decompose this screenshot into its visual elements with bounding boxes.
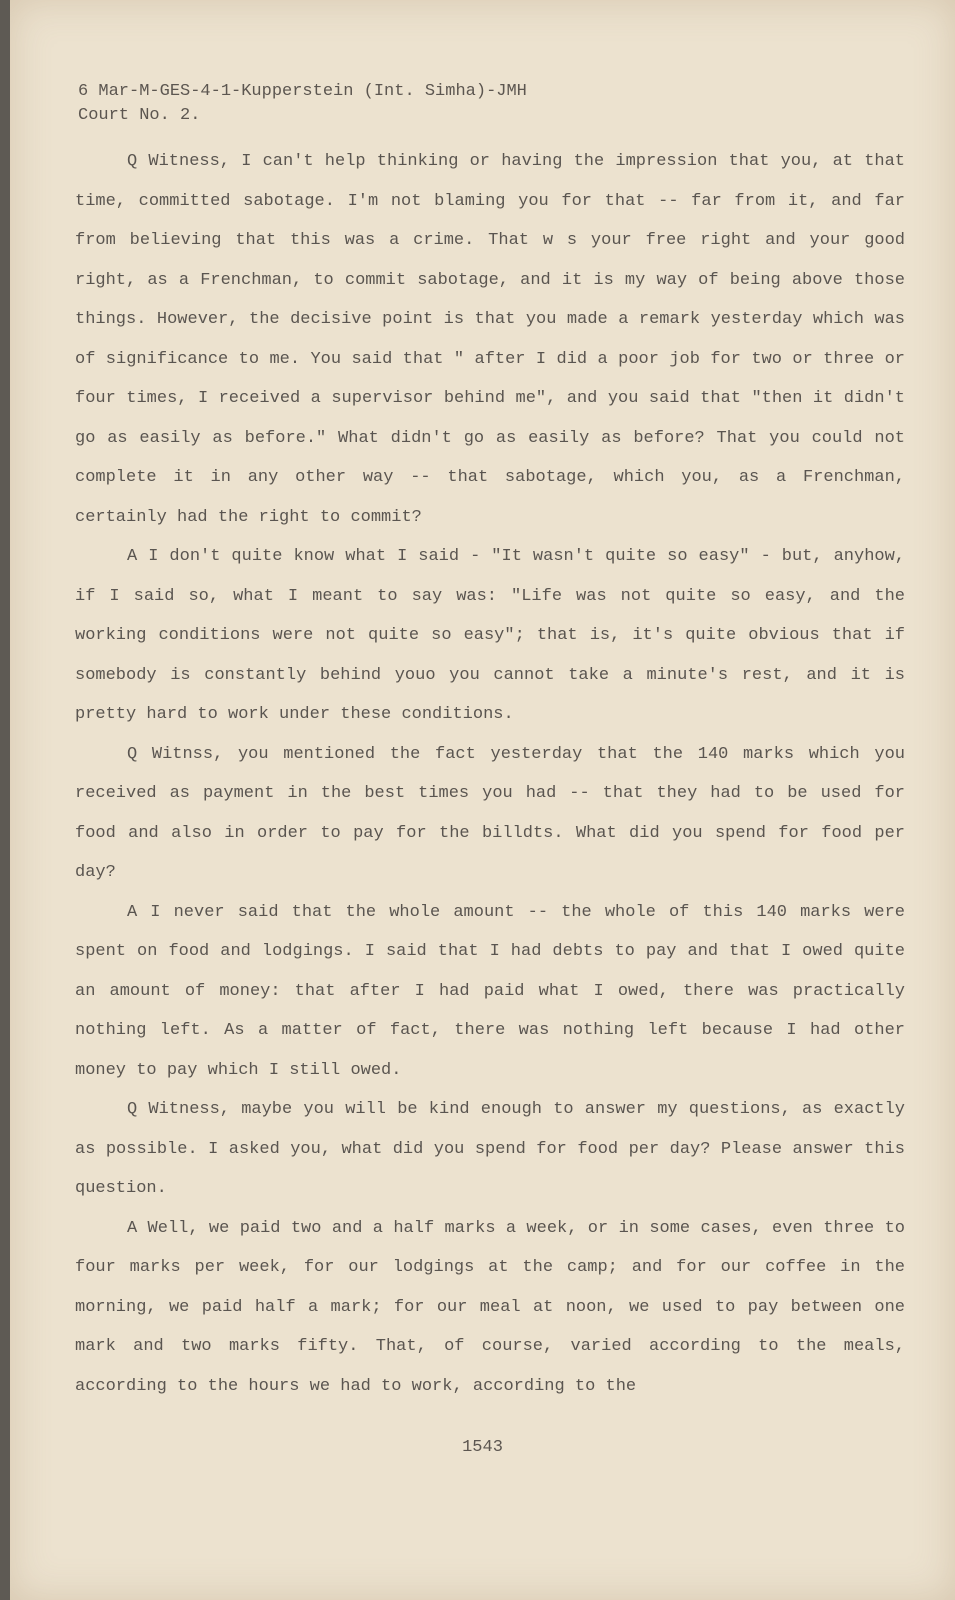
transcript-body [75, 142, 905, 1406]
paragraph-question-2: Q Witnss, you mentioned the fact yesterday that the 140 marks which you received as payment in the best times you had -- that they had to be used for food and also in order to pay for the billdts. What did you spend for food per day? [75, 744, 905, 882]
paragraph-answer-1: A I don't quite know what I said - "It wasn't quite so easy" - but, anyhow, if I said so, what I meant to say was: "Life was not quite so easy, and the working conditions were not quite so easy"; that is, it's quite obvious that if somebody is constantly behind youo you cannot take a minute's rest, and it is pretty hard to work under these conditions. [75, 547, 905, 724]
page-number: 1543 [462, 1438, 503, 1457]
paragraph-answer-2: A I never said that the whole amount -- the whole of this 140 marks were spent on food and lodgings. I said that I had debts to pay and that I owed quite an amount of money: that after I had paid what I owed, there was practically nothing left. As a matter of fact, there was nothing left because I had other money to pay which I still owed. [75, 902, 905, 1080]
paragraph-answer-3: A Well, we paid two and a half marks a week, or in some cases, even three to four marks per week, for our lodgings at the camp; and for our coffee in the morning, we paid half a mark; for our meal at noon, we used to pay between one mark and two marks fifty. That, of course, varied according to the meals, according to the hours we had to work, according to the [75, 1218, 905, 1396]
paragraph-question-3: Q Witness, maybe you will be kind enough to answer my questions, as exactly as possible. I asked you, what did you spend for food per day? Please answer this question. [75, 1100, 905, 1198]
document-header [78, 80, 878, 128]
paragraph-question-1: Q Witness, I can't help thinking or having the impression that you, at that time, committed sabotage. I'm not blaming you for that -- far from it, and far from believing that this was a crime. That w s your free right and your good right, as a Frenchman, to commit sabotage, and it is my way of being above those things. However, the decisive point is that you made a remark yesterday which was of significance to me. You said that " after I did a poor job for two or three or four times, I received a supervisor behind me", and you said that "then it didn't go as easily as before." What didn't go as easily as before? That you could not complete it in any other way -- that sabotage, which you, as a Frenchman, certainly had the right to commit? [75, 152, 905, 527]
header-case-line: 6 Mar-M-GES-4-1-Kupperstein (Int. Simha)-JMH [78, 82, 527, 101]
header-court-line: Court No. 2. [78, 106, 201, 125]
document-page [10, 0, 955, 1600]
